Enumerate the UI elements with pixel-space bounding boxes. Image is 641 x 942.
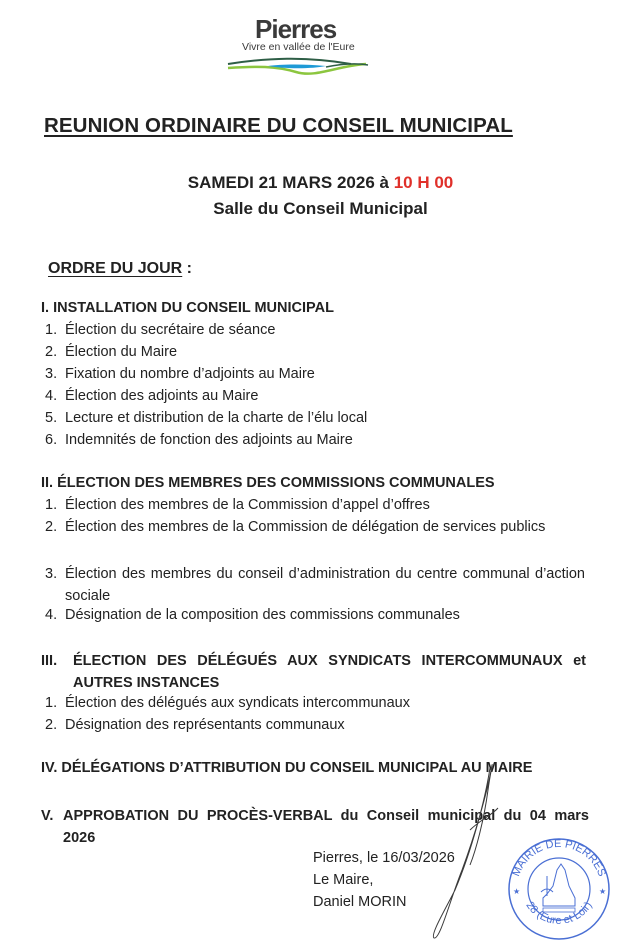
item-number: 1. [45,322,58,338]
item-text: Désignation de la composition des commissions communales [65,607,460,623]
agenda-item [45,695,410,711]
agenda-label-suffix: : [182,260,193,277]
logo-name: Pierres [255,14,337,44]
stamp-bottom-text: 28 (Eure et Loir) [523,899,595,927]
item-number: 6. [45,432,58,448]
agenda-item [45,563,585,607]
item-number: 2. [45,519,58,535]
meeting-venue: Salle du Conseil Municipal [213,199,428,218]
meeting-date-text: SAMEDI 21 MARS 2026 à [187,173,389,192]
item-text: Indemnités de fonction des adjoints au Maire [65,432,353,448]
item-text: Lecture et distribution de la charte de l’élu local [65,410,368,426]
agenda-item [45,516,585,538]
item-text: Désignation des représentants communaux [65,717,345,733]
mayor-role: Le Maire, [313,872,374,888]
agenda-label: ORDRE DU JOUR [48,260,183,277]
section-title [41,650,586,694]
item-text: Élection du Maire [65,344,178,360]
meeting-date [0,173,641,193]
logo-waves-icon [226,56,371,78]
item-number: 1. [45,695,58,711]
section-title-bold: APPROBATION DU PROCÈS-VERBAL [63,808,333,824]
agenda-item [45,366,315,382]
item-number: 5. [45,410,58,426]
section-title-text: ÉLECTION DES DÉLÉGUÉS AUX SYNDICATS INTERCOMMUNAUX et AUTRES INSTANCES [73,653,586,691]
item-number: 3. [45,366,58,382]
mairie-stamp-icon [503,836,615,942]
section-title: II. ÉLECTION DES MEMBRES DES COMMISSIONS COMMUNALES [41,475,495,491]
meeting-time: 10 H 00 [393,173,454,192]
item-text: Fixation du nombre d’adjoints au Maire [65,366,315,382]
agenda-item [45,717,345,733]
svg-text:★: ★ [599,887,607,896]
agenda-item [45,497,430,513]
section-title-rest: du Conseil municipal du 04 mars 2026 [63,808,589,846]
item-text: Élection des membres de la Commission de délégation de services publics [65,519,546,535]
item-number: 2. [45,344,58,360]
item-number: 2. [45,717,58,733]
document-title: REUNION ORDINAIRE DU CONSEIL MUNICIPAL [44,114,513,137]
item-text: Élection des délégués aux syndicats intercommunaux [65,695,410,711]
item-text: Élection des membres du conseil d’administration du centre communal d’action sociale [65,566,585,604]
item-number: 4. [45,607,58,623]
agenda-item [45,410,367,426]
svg-text:★: ★ [513,887,521,896]
item-number: 3. [45,566,58,582]
stamp-top-text: MAIRIE DE PIERRES [510,837,608,879]
agenda-item [45,607,460,623]
section-number: V. [41,808,54,824]
logo-tagline: Vivre en vallée de l'Eure [242,41,355,53]
agenda-item [45,432,353,448]
handwritten-signature-icon [400,760,520,942]
agenda-item [45,344,177,360]
section-number: III. [41,653,58,669]
agenda-heading [48,260,192,278]
mayor-name: Daniel MORIN [313,894,407,910]
item-number: 4. [45,388,58,404]
item-text: Élection des membres de la Commission d’appel d’offres [65,497,430,513]
item-text: Élection des adjoints au Maire [65,388,259,404]
place-date: Pierres, le 16/03/2026 [313,850,455,866]
section-title: IV. DÉLÉGATIONS D’ATTRIBUTION DU CONSEIL MUNICIPAL AU MAIRE [41,760,533,776]
agenda-item [45,322,275,338]
item-number: 1. [45,497,58,513]
item-text: Élection du secrétaire de séance [65,322,276,338]
section-title: I. INSTALLATION DU CONSEIL MUNICIPAL [41,300,334,316]
agenda-item [45,388,258,404]
